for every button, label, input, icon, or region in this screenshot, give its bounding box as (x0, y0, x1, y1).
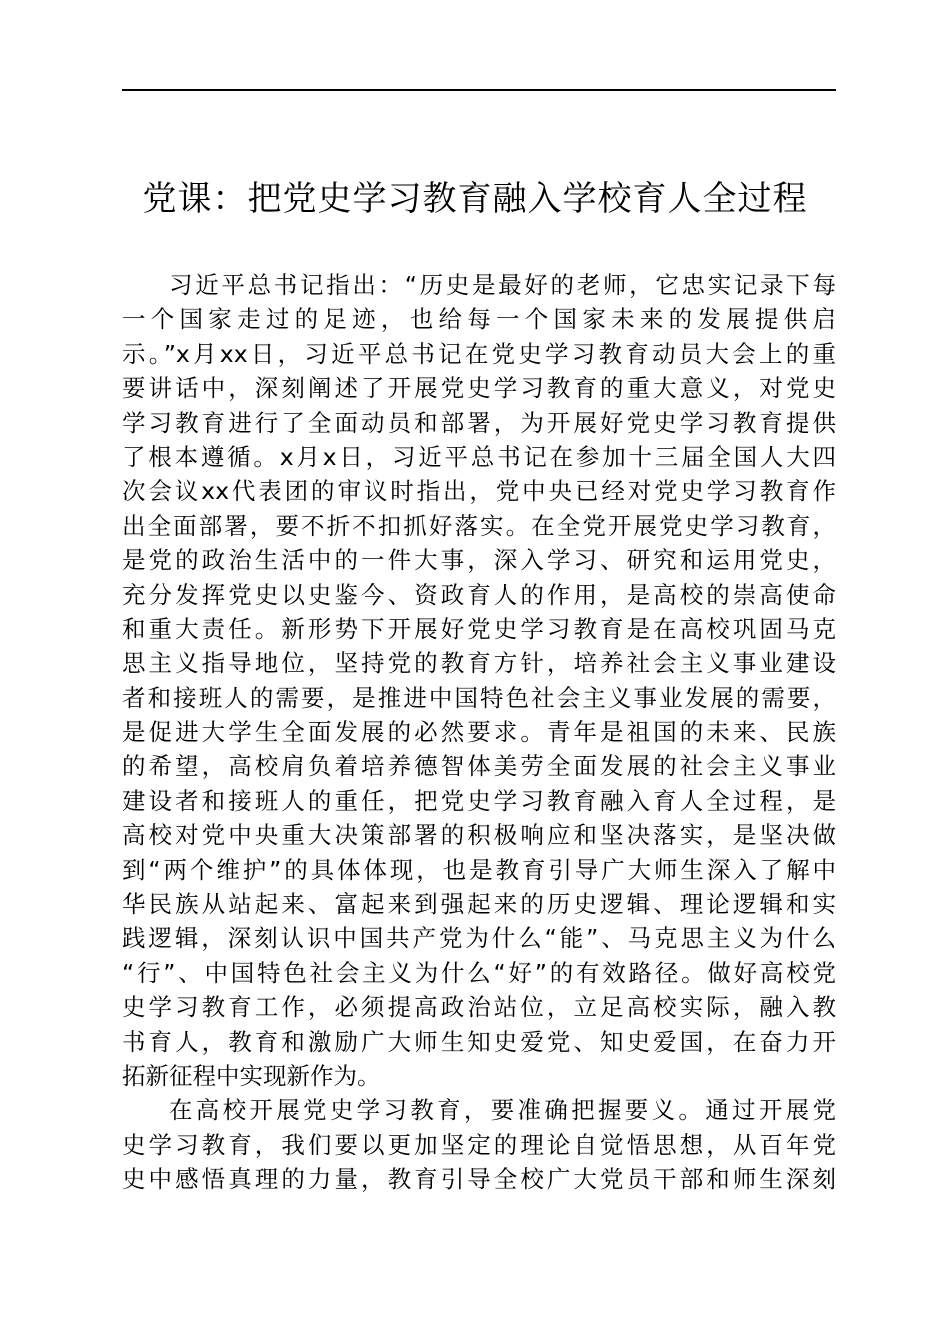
paragraph-line: 示。”x月xx日，习近平总书记在党史学习教育动员大会上的重 (122, 339, 836, 368)
paragraph-line: 高校对党中央重大决策部署的积极响应和坚决落实，是坚决做 (122, 821, 836, 850)
document-title: 党课：把党史学习教育融入学校育人全过程 (142, 179, 808, 219)
paragraph-line: 践逻辑，深刻认识中国共产党为什么“能”、马克思主义为什么 (122, 924, 836, 953)
paragraph-line: 建设者和接班人的重任，把党史学习教育融入育人全过程，是 (122, 786, 836, 815)
paragraph-line: 史学习教育，我们要以更加坚定的理论自觉悟思想，从百年党 (122, 1130, 836, 1159)
paragraph-line: 习近平总书记指出：“历史是最好的老师，它忠实记录下每 (169, 271, 836, 299)
paragraph-line: 到“两个维护”的具体体现，也是教育引导广大师生深入了解中 (122, 855, 836, 884)
document-body (122, 268, 836, 1197)
paragraph-line: 华民族从站起来、富起来到强起来的历史逻辑、理论逻辑和实 (122, 890, 836, 919)
paragraph-line: 要讲话中，深刻阐述了开展党史学习教育的重大意义，对党史 (122, 374, 836, 403)
paragraph-line: 是党的政治生活中的一件大事，深入学习、研究和运用党史， (122, 546, 836, 575)
paragraph-line: 者和接班人的需要，是推进中国特色社会主义事业发展的需要， (122, 683, 836, 712)
paragraph-line: “行”、中国特色社会主义为什么“好”的有效路径。做好高校党 (122, 958, 836, 987)
paragraph-line: 史中感悟真理的力量，教育引导全校广大党员干部和师生深刻 (122, 1165, 836, 1194)
paragraph-line: 一个国家走过的足迹，也给每一个国家未来的发展提供启 (122, 305, 836, 334)
header-rule (122, 89, 836, 91)
paragraph-line: 次会议xx代表团的审议时指出，党中央已经对党史学习教育作 (122, 477, 836, 506)
paragraph-line: 拓新征程中实现新作为。 (122, 1061, 381, 1090)
paragraph-line: 是促进大学生全面发展的必然要求。青年是祖国的未来、民族 (122, 718, 836, 747)
paragraph-line: 书育人，教育和激励广大师生知史爱党、知史爱国，在奋力开 (122, 1027, 836, 1056)
paragraph-line: 学习教育进行了全面动员和部署，为开展好党史学习教育提供 (122, 408, 836, 437)
paragraph-line: 在高校开展党史学习教育，要准确把握要义。通过开展党 (169, 1096, 836, 1125)
paragraph-line: 的希望，高校肩负着培养德智体美劳全面发展的社会主义事业 (122, 752, 836, 781)
paragraph-line: 出全面部署，要不折不扣抓好落实。在全党开展党史学习教育， (122, 511, 836, 540)
paragraph-line: 史学习教育工作，必须提高政治站位，立足高校实际，融入教 (122, 993, 836, 1022)
paragraph-line: 充分发挥党史以史鉴今、资政育人的作用，是高校的崇高使命 (122, 580, 836, 609)
paragraph-line: 和重大责任。新形势下开展好党史学习教育是在高校巩固马克 (122, 614, 836, 643)
paragraph-line: 了根本遵循。x月x日，习近平总书记在参加十三届全国人大四 (122, 442, 836, 471)
paragraph-line: 思主义指导地位，坚持党的教育方针，培养社会主义事业建设 (122, 649, 836, 678)
